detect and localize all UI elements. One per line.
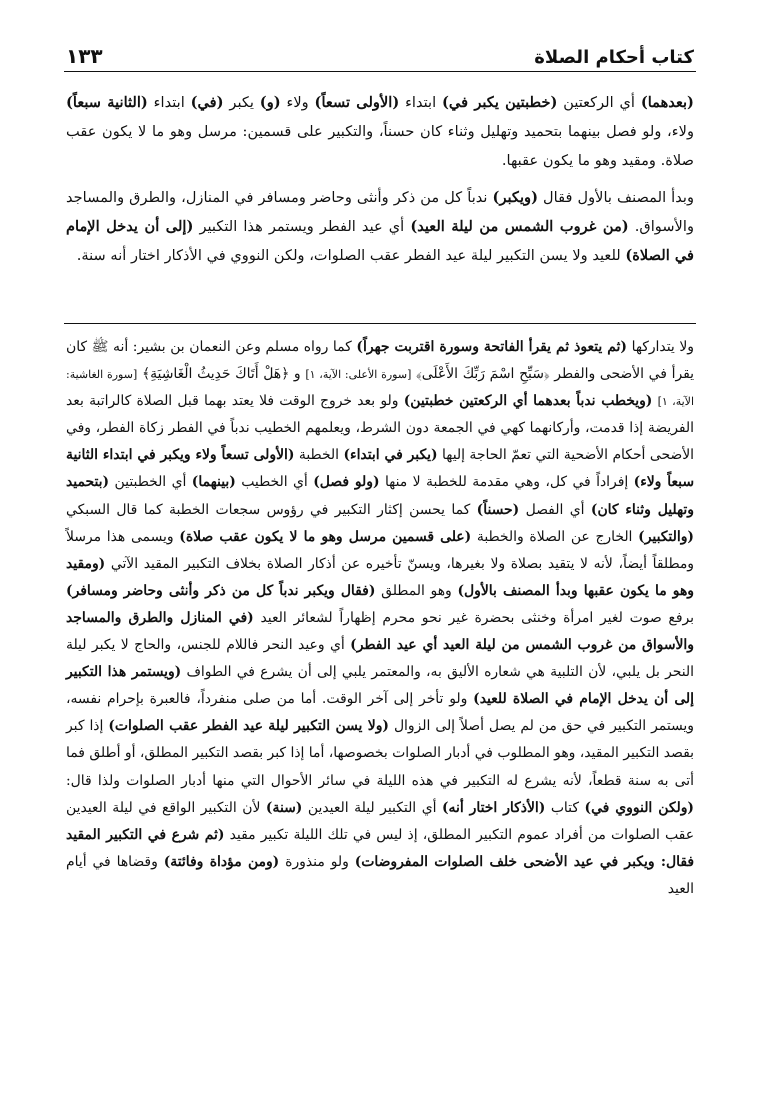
main-paragraph-2: وبدأ المصنف بالأول فقال (ويكبر) ندباً كل من ذكر وأنثى وحاضر ومسافر في المنازل، والطرق والمساجد والأسواق. (من غروب الشمس من ليلة العيد) أي عيد الفطر ويستمر هذا التكبير (إلى أن يدخل الإمام في الصلاة) للعيد ولا يسن التكبير ليلة عيد الفطر عقب الصلوات، ولكن النووي في الأذكار اختار أنه سنة.: [66, 189, 694, 264]
header-rule: [64, 71, 696, 72]
surah-reference: [سورة الغاشية: الآية، ١]: [66, 368, 694, 409]
book-title: كتاب أحكام الصلاة: [534, 47, 694, 68]
main-text: [66, 88, 694, 270]
commentary-text: [66, 334, 694, 903]
commentary-paragraph: ولا يتداركها (ثم يتعوذ ثم يقرأ الفاتحة وسورة اقتربت جهراً) كما رواه مسلم وعن النعمان بن بشير: أنه ﷺ كان يقرأ في الأضحى والفطر ﴿سَبِّحِ اسْمَ رَبِّكَ الأَعْلَى﴾ [سورة الأعلى: الآية، ١] و ﴿هَلْ أَتَاكَ حَدِيثُ الْغَاشِيَةِ﴾ [سورة الغاشية: الآية، ١] (ويخطب ندباً بعدهما أي الركعتين خطبتين) ولو بعد خروج الوقت فلا يعتد بهما قبل الصلاة كالراتبة بعد الفريضة إذا قدمت، وأركانهما كهي في الجمعة دون الشرط، ويعلمهم الخطيب ندباً في الفطر زكاة الفطر، وفي الأضحى أحكام الأضحية التي تعمّ الحاجة إليها (يكبر في ابتداء) الخطبة (الأولى تسعاً ولاء ويكبر في ابتداء الثانية سبعاً ولاء) إفراداً في كل، وهي مقدمة للخطبة لا منها (ولو فصل) أي الخطيب (بينهما) أي الخطبتين (بتحميد وتهليل وثناء كان) أي الفصل (حسناً) كما يحسن إكثار التكبير في رؤوس سجعات الخطبة كما قال السبكي (والتكبير) الخارج عن الصلاة والخطبة (على قسمين مرسل وهو ما لا يكون عقب صلاة) ويسمى هذا مرسلاً ومطلقاً أيضاً، لأنه لا يتقيد بصلاة ولا بغيرها، ويسنّ تأخيره عن أذكار الصلاة بخلاف التكبير المقيد الآتي (ومقيد وهو ما يكون عقبها وبدأ المصنف بالأول) وهو المطلق (فقال ويكبر ندباً كل من ذكر وأنثى وحاضر ومسافر) برفع صوت لغير امرأة وخنثى بحضرة غير نحو محرم إظهاراً لشعائر العيد (في المنازل والطرق والمساجد والأسواق من غروب الشمس من ليلة العيد أي عيد الفطر) أي وعيد النحر فاللام للجنس، والحاج لا يكبر ليلة النحر بل يلبي، لأن التلبية هي شعاره الأليق به، والمعتمر يلبي إلى أن يشرع في الطواف (ويستمر هذا التكبير إلى أن يدخل الإمام في الصلاة للعيد) ولو تأخر إلى آخر الوقت. أما من صلى منفرداً، فالعبرة بإحرام نفسه، ويستمر التكبير في حق من لم يصل أصلاً إلى الزوال (ولا يسن التكبير ليلة عيد الفطر عقب الصلوات) إذا كبر بقصد التكبير المقيد، وهو المطلوب في أدبار الصلوات بخصوصها، أما إذا كبر بقصد التكبير المطلق، أو أطلق فما أتى به سنة قطعاً، لأنه يشرع له التكبير في هذه الليلة في سائر الأحوال التي منها أدبار الصلوات ولذا قال: (ولكن النووي في) كتاب (الأذكار اختار أنه) أي التكبير ليلة العيدين (سنة) لأن التكبير الواقع في ليلة العيدين عقب الصلوات من أفراد عموم التكبير المطلق، إذ ليس في تلك الليلة تكبير مقيد (ثم شرع في التكبير المقيد فقال: ويكبر في عيد الأضحى خلف الصلوات المفروضات) ولو منذورة (ومن مؤداة وفائتة) وقضاها في أيام العيد: [66, 339, 695, 897]
surah-reference: [سورة الأعلى: الآية، ١]: [305, 368, 412, 382]
page-header: [66, 38, 694, 68]
main-paragraph-1: (بعدهما) أي الركعتين (خطبتين يكبر في) ابتداء (الأولى تسعاً) ولاء (و) يكبر (في) ابتداء (الثانية سبعاً) ولاء، ولو فصل بينهما بتحميد وتهليل وثناء كان حسناً، والتكبير على قسمين: مرسل وهو ما لا يكون عقب صلاة. ومقيد وهو ما يكون عقبها.: [66, 94, 694, 169]
page-number: ١٣٣: [66, 44, 103, 68]
footnote-separator: [64, 323, 696, 324]
